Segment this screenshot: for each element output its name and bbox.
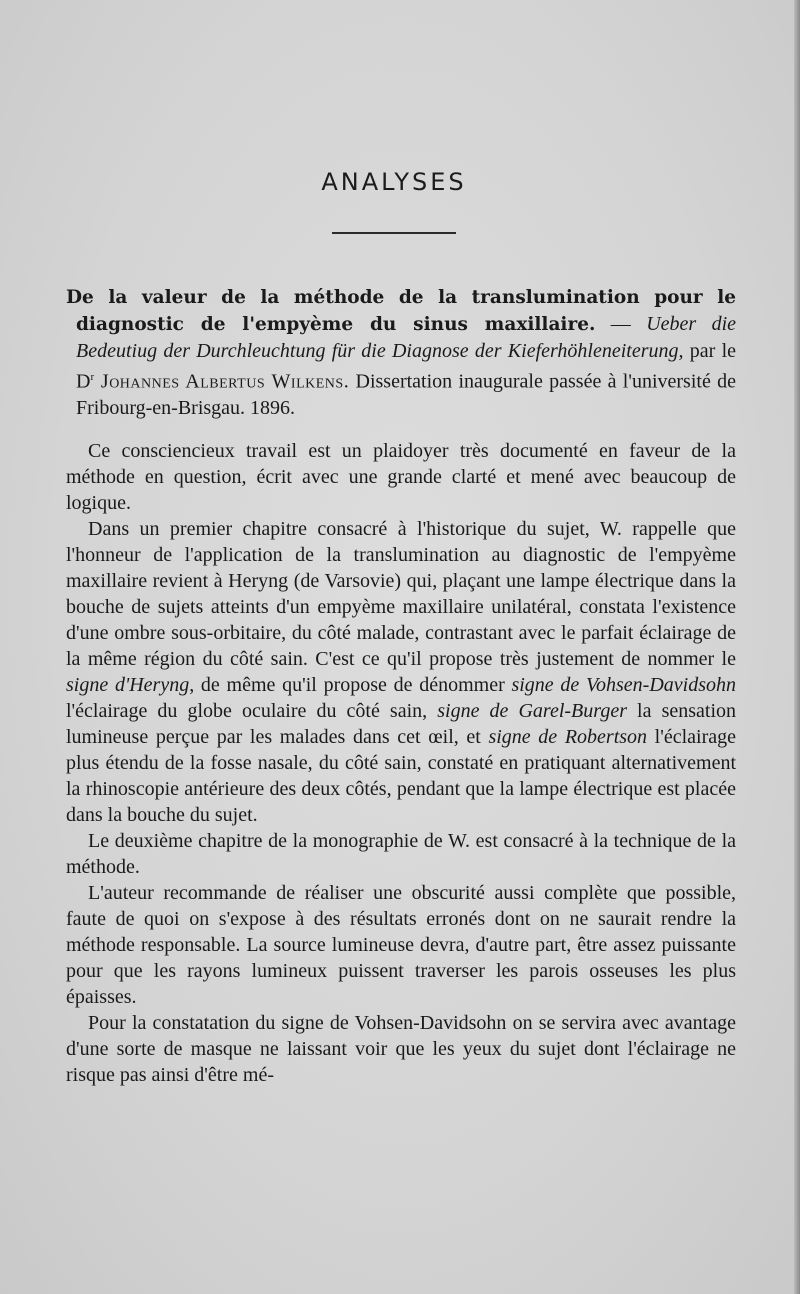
page-edge-shadow [794, 0, 800, 1294]
p2-italic-1: signe d'Heryng [66, 673, 190, 696]
paragraph-1: Ce consciencieux travail est un plaidoyer très documenté en faveur de la méthode en question, écrit avec une grande clarté et mené avec beaucoup de logique. [66, 439, 736, 514]
p2-text-d: la sensation lumineuse perçue par les malades dans cet œil, et [66, 699, 737, 748]
article-heading [66, 284, 736, 421]
title-rule [332, 232, 456, 234]
p2-italic-3: signe de Garel-Burger [437, 699, 627, 722]
heading-author: Johannes Albertus Wilkens. [94, 370, 350, 393]
heading-title: De la valeur de la méthode de la translumination pour le diagnostic de l'empyème du sinus maxillaire. [66, 287, 736, 335]
p2-text-b: , de même qu'il propose de dénommer [189, 673, 512, 696]
p2-italic-2: signe de Vohsen-Davidsohn [511, 673, 736, 696]
p2-text-a: Dans un premier chapitre consacré à l'historique du sujet, W. rappelle que l'honneur de l'application de la translumination au diagnostic de l'empyème maxillaire revient à Heryng (de Varsovie) qui, plaçant une lampe électrique dans la bouche de sujets atteints d'un empyème maxillaire unilatéral, constata l'existence d'une ombre sous-orbitaire, du côté malade, contrastant avec le parfait éclairage de la même région du côté sain. C'est ce qu'il propose très justement de nommer le [66, 517, 736, 670]
heading-par: par le D [76, 340, 736, 393]
paragraph-3: Le deuxième chapitre de la monographie de W. est consacré à la technique de la méthode. [66, 829, 736, 878]
paragraph-4: L'auteur recommande de réaliser une obscurité aussi complète que possible, faute de quoi on s'expose à des résultats erronés dont on ne saurait rendre la méthode responsable. La source lumineuse devra, d'autre part, être assez puissante pour que les rayons lumineux puissent traverser les parois osseuses les plus épaisses. [66, 881, 736, 1008]
paragraph-5: Pour la constatation du signe de Vohsen-Davidsohn on se servira avec avantage d'une sorte de masque ne laissant voir que les yeux du sujet dont l'éclairage ne risque pas ainsi d'être mé- [66, 1011, 736, 1086]
paragraph-2 [66, 516, 736, 828]
article-body [66, 284, 736, 1088]
heading-details: Dissertation inaugurale passée à l'université de Fribourg-en-Brisgau. 1896. [76, 370, 736, 419]
p2-text-e: l'éclairage plus étendu de la fosse nasale, du côté sain, constaté en pratiquant alternativement la rhinoscopie antérieure des deux côtés, pendant que la lampe électrique est placée dans la bouche du sujet. [66, 725, 736, 826]
heading-german-title: Ueber die Bedeutiug der Durchleuchtung für die Diagnose der Kieferhöhleneiterung, [76, 313, 737, 362]
section-title: ANALYSES [321, 168, 467, 196]
p2-text-c: l'éclairage du globe oculaire du côté sain, [66, 699, 438, 722]
p2-italic-4: signe de Robertson [488, 725, 648, 748]
heading-sup: r [90, 371, 95, 383]
heading-dash: — [595, 313, 647, 335]
